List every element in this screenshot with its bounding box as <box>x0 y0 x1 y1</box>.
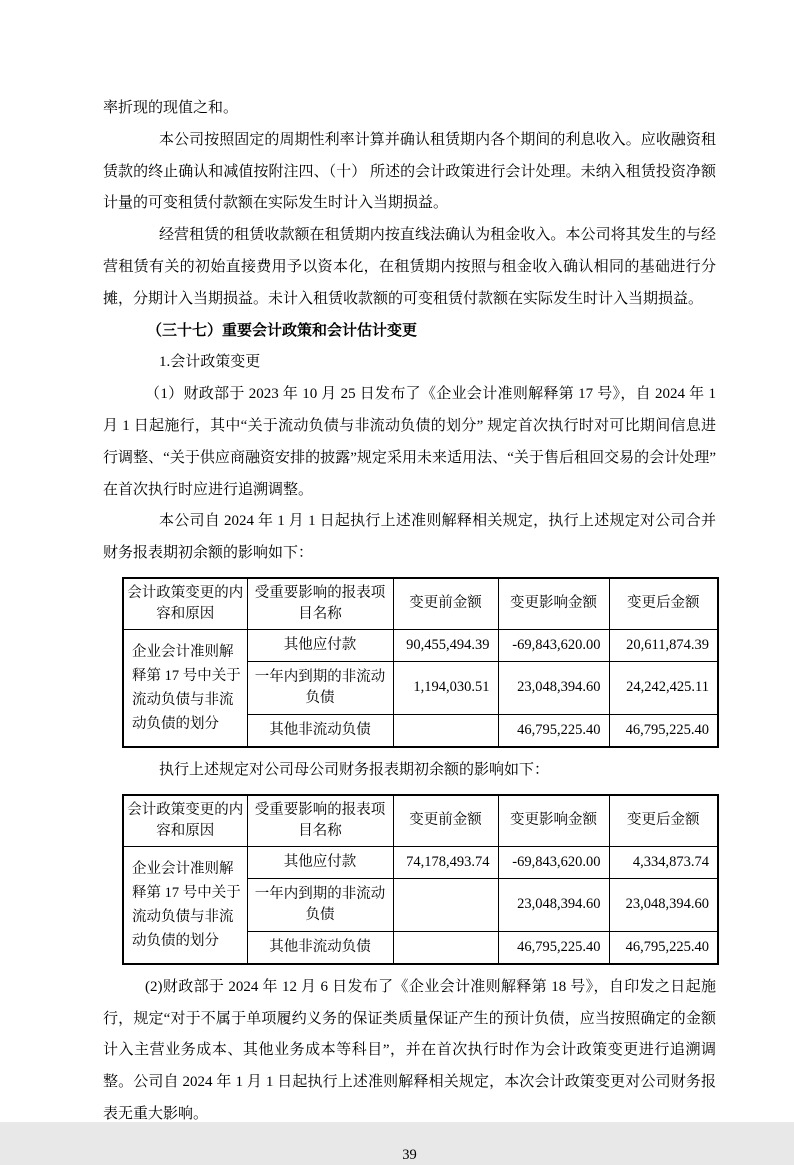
col-header-after: 变更后金额 <box>609 578 718 630</box>
parent-impact-table <box>122 794 719 965</box>
paragraph-consolidated-intro: 本公司自 2024 年 1 月 1 日起执行上述准则解释相关规定，执行上述规定对公司合并财务报表期初余额的影响如下： <box>103 513 716 562</box>
subsection-title-policy-change: 1.会计政策变更 <box>159 354 261 371</box>
page-number: 39 <box>402 1146 417 1163</box>
impact-amount-cell: -69,843,620.00 <box>498 846 609 878</box>
consolidated-impact-table <box>122 577 719 748</box>
impact-amount-cell: 46,795,225.40 <box>498 931 609 964</box>
paragraph-parent-intro: 执行上述规定对公司母公司财务报表期初余额的影响如下： <box>159 761 550 778</box>
paragraph-operating-lease: 经营租赁的租赁收款额在租赁期内按直线法确认为租金收入。本公司将其发生的与经营租赁有关的初始直接费用予以资本化，在租赁期内按照与租金收入确认相同的基础进行分摊，分期计入当期损益。未计入租赁收款额的可变租赁付款额在实际发生时计入当期损益。 <box>103 227 716 307</box>
section-heading-37: （三十七）重要会计政策和会计估计变更 <box>147 322 418 339</box>
before-amount-cell <box>393 714 498 747</box>
table-header-row <box>123 578 718 630</box>
before-amount-cell: 90,455,494.39 <box>393 629 498 661</box>
col-header-before: 变更前金额 <box>393 795 498 847</box>
col-header-item: 受重要影响的报表项目名称 <box>247 795 393 847</box>
before-amount-cell: 1,194,030.51 <box>393 661 498 714</box>
table-row <box>123 846 718 878</box>
table-header-row <box>123 795 718 847</box>
after-amount-cell: 4,334,873.74 <box>609 846 718 878</box>
before-amount-cell <box>393 931 498 964</box>
reason-cell: 企业会计准则解释第 17 号中关于流动负债与非流动负债的划分 <box>123 846 247 964</box>
item-cell: 其他非流动负债 <box>247 714 393 747</box>
after-amount-cell: 46,795,225.40 <box>609 714 718 747</box>
col-header-impact: 变更影响金额 <box>498 578 609 630</box>
col-header-before: 变更前金额 <box>393 578 498 630</box>
after-amount-cell: 24,242,425.11 <box>609 661 718 714</box>
paragraph-finance-lease: 本公司按照固定的周期性利率计算并确认租赁期内各个期间的利息收入。应收融资租赁款的终止确认和减值按附注四、（十） 所述的会计政策进行会计处理。未纳入租赁投资净额计量的可变租赁付款额在实际发生时计入当期损益。 <box>103 131 716 212</box>
table-row <box>123 629 718 661</box>
impact-amount-cell: 46,795,225.40 <box>498 714 609 747</box>
item-cell: 一年内到期的非流动负债 <box>247 878 393 931</box>
item-cell: 其他应付款 <box>247 846 393 878</box>
impact-amount-cell: 23,048,394.60 <box>498 661 609 714</box>
col-header-reason: 会计政策变更的内容和原因 <box>123 795 247 847</box>
after-amount-cell: 20,611,874.39 <box>609 629 718 661</box>
impact-amount-cell: 23,048,394.60 <box>498 878 609 931</box>
item-cell: 其他应付款 <box>247 629 393 661</box>
paragraph-interpretation-17: （1）财政部于 2023 年 10 月 25 日发布了《企业会计准则解释第 17 号》，自 2024 年 1 月 1 日起施行，其中“关于流动负债与非流动负债的划分” 规定首次执行时对可比期间信息进行调整、“关于供应商融资安排的披露”规定采用未来适用法、“关于售后租回交易的会计处理” 在首次执行时应进行追溯调整。 <box>103 386 716 498</box>
col-header-after: 变更后金额 <box>609 795 718 847</box>
before-amount-cell <box>393 878 498 931</box>
impact-amount-cell: -69,843,620.00 <box>498 629 609 661</box>
col-header-reason: 会计政策变更的内容和原因 <box>123 578 247 630</box>
after-amount-cell: 23,048,394.60 <box>609 878 718 931</box>
paragraph-continuation: 率折现的现值之和。 <box>103 100 239 116</box>
col-header-impact: 变更影响金额 <box>498 795 609 847</box>
item-cell: 一年内到期的非流动负债 <box>247 661 393 714</box>
col-header-item: 受重要影响的报表项目名称 <box>247 578 393 630</box>
paragraph-interpretation-18: (2)财政部于 2024 年 12 月 6 日发布了《企业会计准则解释第 18 号》，自印发之日起施行，规定“对于不属于单项履约义务的保证类质量保证产生的预计负债，应当按照确定的金额计入主营业务成本、其他业务成本等科目”，并在首次执行时作为会计政策变更进行追溯调整。公司自 2024 年 1 月 1 日起执行上述准则解释相关规定，本次会计政策变更对公司财务报表无重大影响。 <box>103 978 716 1122</box>
reason-cell: 企业会计准则解释第 17 号中关于流动负债与非流动负债的划分 <box>123 629 247 747</box>
item-cell: 其他非流动负债 <box>247 931 393 964</box>
before-amount-cell: 74,178,493.74 <box>393 846 498 878</box>
after-amount-cell: 46,795,225.40 <box>609 931 718 964</box>
